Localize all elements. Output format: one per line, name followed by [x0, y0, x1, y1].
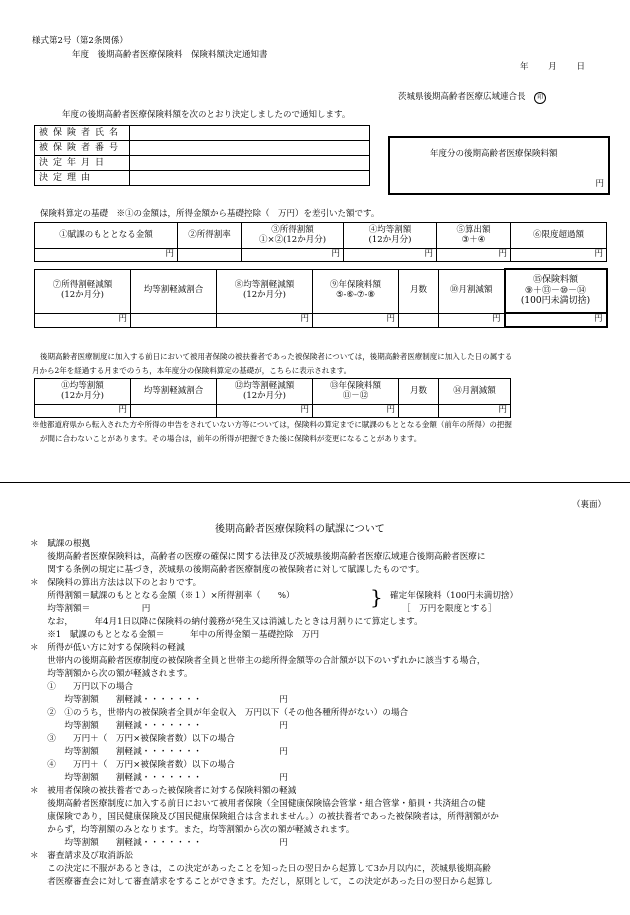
table-row: [35, 405, 511, 418]
brace-annotation: 確定年保険料（100円未満切捨）: [390, 591, 519, 601]
back-line: 後期高齢者医療制度に加入する前日において被用者保険（全国健康保険協会管掌・組合管掌・船員・共済組合の健: [30, 799, 486, 809]
back-line: 均等割額 割軽減・・・・・・・ 円: [30, 747, 288, 757]
back-line: からず，均等割額のみとなります。また，均等割額から次の額が軽減されます。: [30, 825, 355, 835]
cell-yen: 円: [242, 249, 344, 262]
annual-premium-label: 年度分の後期高齢者医療保険料額: [430, 149, 558, 159]
col-premium-total-note: (100円未満切捨): [520, 296, 591, 307]
col-per-capita-2-sub: (12か月分): [61, 390, 104, 401]
info-row: [35, 141, 370, 156]
col-months-2: 月数: [399, 379, 439, 405]
col-income-reduction: [35, 269, 131, 313]
col-annual-premium-2-sub: ⑪－⑫: [342, 390, 369, 401]
calc-basis-note: 保険料算定の基礎 ※①の金額は，所得金額から基礎控除（ 万円）を差引いた額です。: [40, 209, 380, 219]
col-premium-total: [505, 269, 607, 313]
cell-empty: [131, 313, 217, 327]
cell-yen: 円: [35, 405, 131, 418]
back-line: ① 万円以下の場合: [30, 682, 134, 692]
col-monthly-reduction-2: ⑭月割減額: [439, 379, 511, 405]
col-income-reduction-sub: (12か月分): [61, 290, 104, 300]
info-row: [35, 126, 370, 141]
info-value: [130, 171, 370, 186]
col-monthly-reduction: ⑩月割減額: [439, 269, 505, 313]
back-line: 後期高齢者医療保険料は，高齢者の医療の確保に関する法律及び茨城県後期高齢者医療広域連合後期高齢者医療に: [30, 552, 486, 562]
page-divider: [0, 482, 630, 483]
col-per-capita-title: ④均等割額: [368, 224, 412, 235]
cell-yen: 円: [344, 249, 437, 262]
cell-yen: 円: [217, 405, 313, 418]
col-calculated-title: ⑤算出額: [456, 224, 491, 235]
back-line: ② ①のうち，世帯内の被保険者全員が年金収入 万円以下（その他各種所得がない）の場合: [30, 708, 409, 718]
brace-mark: }: [370, 585, 383, 609]
table-row: [35, 379, 511, 405]
back-line: 康保険であり，国民健康保険及び国民健康保険組合は含まれません。）の被扶養者であった被保険者は，所得割額がか: [30, 812, 499, 822]
back-line: 均等割額＝ 円: [30, 604, 151, 614]
back-line: なお， 年4月1日以降に保険料の納付義務が発生又は消滅したときは月割りにて算定します。: [30, 617, 423, 627]
cell-yen: 円: [511, 249, 607, 262]
back-line: ＊ 賦課の根拠: [30, 539, 91, 549]
issuer: [398, 92, 546, 104]
info-row: [35, 171, 370, 186]
col-annual-premium-title: ⑨年保険料額: [329, 280, 381, 291]
back-side-label: （裏面）: [572, 500, 607, 510]
col-income-levy: [242, 223, 344, 249]
back-line: 者医療審査会に対して審査請求をすることができます。ただし，原則として，この決定があった日の翌日から起算し: [30, 877, 494, 887]
col-limit-excess: ⑥限度超過額: [511, 223, 607, 249]
info-row: [35, 156, 370, 171]
intro-text: 年度の後期高齢者医療保険料額を次のとおり決定しましたので通知します。: [62, 110, 351, 120]
info-label: 被保険者番号: [35, 141, 130, 156]
transfer-note-line-1: ※他都道府県から転入された方や所得の申告をされていない方等については，保険料の算定までに賦課のもととなる金額（前年の所得）の把握: [32, 420, 512, 429]
cell-yen: 円: [505, 313, 607, 327]
date-year: 年: [520, 62, 529, 72]
back-line: この決定に不服があるときは，この決定があったことを知った日の翌日から起算して3か月以内に，茨城県後期高齢: [30, 864, 491, 874]
insured-info-table: [34, 125, 370, 186]
notice-date: [520, 62, 585, 73]
table-row: [35, 249, 607, 262]
back-line: ④ 万円＋（ 万円×被保険者数）以下の場合: [30, 760, 235, 770]
cell-yen: 円: [217, 313, 313, 327]
col-per-capita-reduction: [217, 269, 313, 313]
back-line: ＊ 所得が低い方に対する保険料の軽減: [30, 643, 185, 653]
col-per-capita: [344, 223, 437, 249]
back-line: ※1 賦課のもととなる金額＝ 年中の所得金額－基礎控除 万円: [30, 630, 320, 640]
cell-yen: 円: [437, 249, 511, 262]
col-annual-premium-2-title: ⑬年保険料額: [329, 380, 381, 391]
seal-icon: 印: [534, 92, 546, 104]
back-line: 所得割額＝賦課のもととなる金額（※１）×所得割率（ %）: [30, 591, 295, 601]
table-row: [35, 313, 607, 327]
col-calculated-sub: ③＋④: [461, 234, 486, 245]
col-reduction-rate: 均等割軽減割合: [131, 269, 217, 313]
brace-annotation-2: ［ 万円を限度とする］: [402, 604, 497, 614]
col-per-capita-reduction-2-sub: (12か月分): [243, 390, 286, 401]
col-premium-total-formula: ⑨＋⑬－⑩－⑭: [524, 285, 587, 296]
cell-empty: [399, 405, 439, 418]
table-row: [35, 269, 607, 313]
cell-yen: 円: [313, 313, 399, 327]
info-label: 決定年月日: [35, 156, 130, 171]
info-value: [130, 141, 370, 156]
back-line: ＊ 保険料の算出方法は以下のとおりです。: [30, 578, 202, 588]
info-label: 被保険者氏名: [35, 126, 130, 141]
calc-table-1: [34, 222, 607, 262]
col-annual-premium-sub: ⑤-⑥-⑦-⑧: [335, 290, 376, 300]
back-line: 世帯内の後期高齢者医療制度の被保険者全員と世帯主の総所得金額等の合計額が以下のいずれかに該当する場合，: [30, 656, 486, 666]
form-number: 様式第2号（第2条関係）: [32, 36, 128, 46]
col-per-capita-reduction-2: [217, 379, 313, 405]
col-per-capita-2: [35, 379, 131, 405]
col-annual-premium: [313, 269, 399, 313]
col-per-capita-reduction-title: ⑧均等割軽減額: [234, 280, 295, 291]
cell-yen: 円: [35, 249, 178, 262]
cell-empty: [178, 249, 242, 262]
transfer-note-line-2: が間に合わないことがあります。その場合は，前年の所得が把握できた後に保険料が変更になることがあります。: [40, 434, 422, 443]
back-line: 均等割額 割軽減・・・・・・・ 円: [30, 773, 288, 783]
info-value: [130, 156, 370, 171]
cell-yen: 円: [35, 313, 131, 327]
dependent-note-line-1: 後期高齢者医療制度に加入する前日において被用者保険の被扶養者であった被保険者については，後期高齢者医療制度に加入した日の属する: [40, 352, 513, 361]
back-line: 関する条例の規定に基づき，茨城県の後期高齢者医療制度の被保険者に対して賦課したものです。: [30, 565, 425, 575]
calc-table-2: [34, 268, 608, 328]
back-line: ＊ 被用者保険の被扶養者であった被保険者に対する保険料額の軽減: [30, 786, 297, 796]
col-annual-premium-2: [313, 379, 399, 405]
back-line: 均等割額 割軽減・・・・・・・ 円: [30, 721, 288, 731]
info-label: 決定理由: [35, 171, 130, 186]
col-assessment-base: ①賦課のもととなる金額: [35, 223, 178, 249]
col-reduction-rate-2: 均等割軽減割合: [131, 379, 217, 405]
col-per-capita-reduction-sub: (12か月分): [243, 290, 286, 300]
back-line: 均等割額 割軽減・・・・・・・ 円: [30, 838, 288, 848]
date-day: 日: [576, 62, 585, 72]
table-row: [35, 223, 607, 249]
cell-yen: 円: [439, 313, 505, 327]
col-per-capita-reduction-2-title: ⑫均等割軽減額: [234, 380, 295, 391]
cell-empty: [131, 405, 217, 418]
back-title: 後期高齢者医療保険料の賦課について: [215, 524, 385, 535]
annual-premium-box: [388, 136, 610, 195]
cell-empty: [399, 313, 439, 327]
calc-table-3: [34, 378, 511, 418]
col-income-levy-sub: ①×②(12か月分): [258, 234, 327, 245]
back-line: ＊ 審査請求及び取消訴訟: [30, 851, 134, 861]
issuer-name: 茨城県後期高齢者医療広域連合長: [398, 92, 526, 102]
back-line: 均等割額から次の額が軽減されます。: [30, 669, 193, 679]
col-per-capita-sub: (12か月分): [368, 234, 412, 245]
col-premium-total-title: ⑮保険料額: [532, 275, 578, 286]
date-month: 月: [548, 62, 557, 72]
dependent-note-line-2: 月から2年を経過する月までのうち，本年度分の保険料算定の基礎が，こちらに表示されます。: [32, 366, 352, 375]
document-title: 年度 後期高齢者医療保険料 保険料額決定通知書: [72, 50, 268, 60]
annual-premium-unit: 円: [595, 179, 604, 190]
cell-yen: 円: [439, 405, 511, 418]
col-income-reduction-title: ⑦所得割軽減額: [52, 280, 113, 291]
col-income-levy-title: ③所得割額: [271, 224, 314, 235]
col-calculated: [437, 223, 511, 249]
cell-yen: 円: [313, 405, 399, 418]
back-line: 均等割額 割軽減・・・・・・・ 円: [30, 695, 288, 705]
back-line: ③ 万円＋（ 万円×被保険者数）以下の場合: [30, 734, 235, 744]
info-value: [130, 126, 370, 141]
col-income-rate: ②所得割率: [178, 223, 242, 249]
col-months: 月数: [399, 269, 439, 313]
col-per-capita-2-title: ⑪均等割額: [61, 380, 104, 391]
